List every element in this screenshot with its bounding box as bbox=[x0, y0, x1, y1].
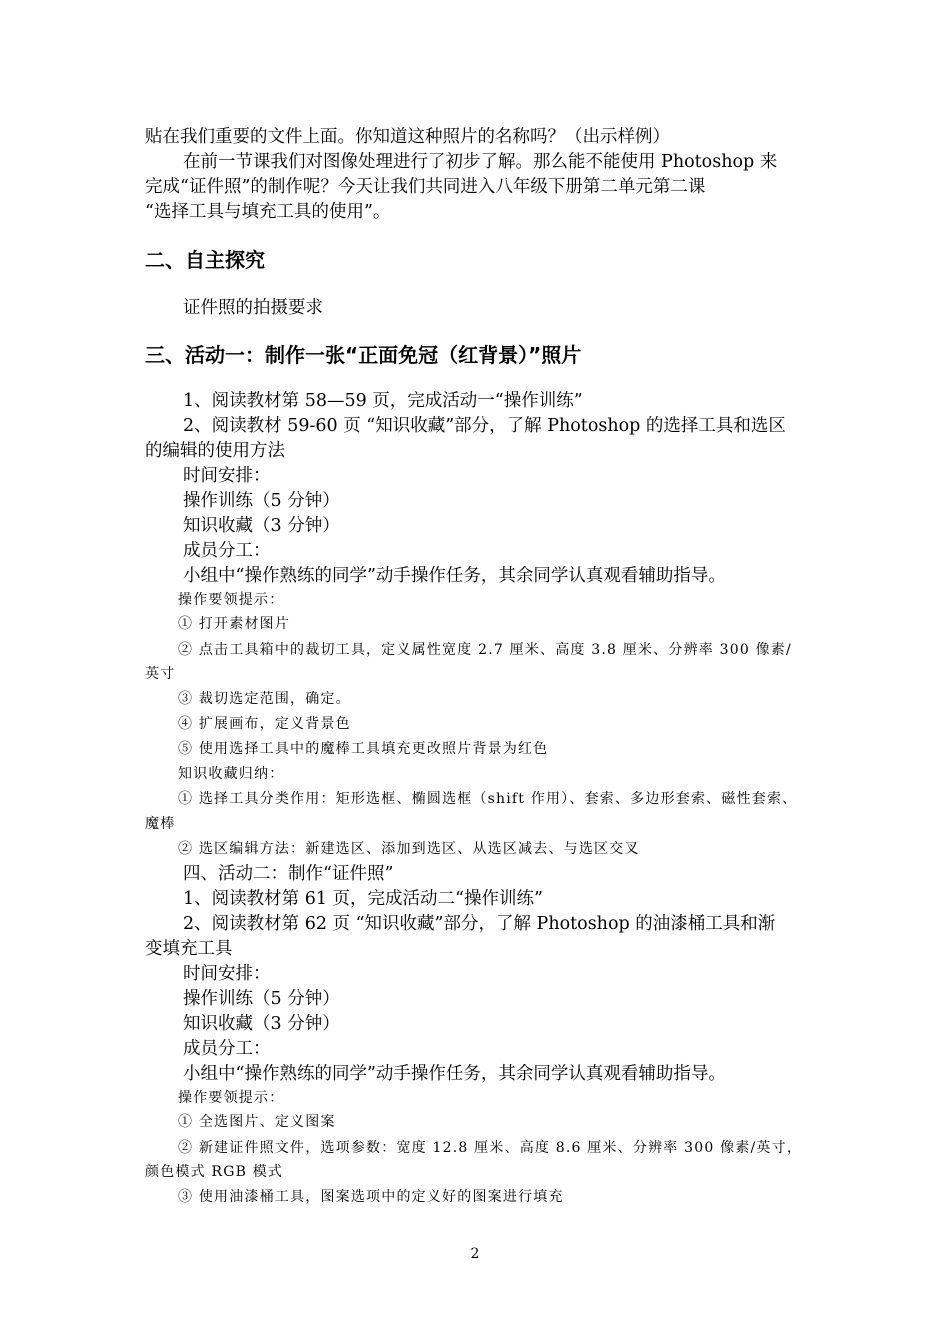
activity1-tip-4: ④ 扩展画布，定义背景色 bbox=[178, 716, 351, 732]
activity1-tip-2a: ② 点击工具箱中的裁切工具，定义属性宽度 2.7 厘米、高度 3.8 厘米、分辨率 300 像素/ bbox=[178, 642, 792, 658]
activity2-tip-2b: 颜色模式 RGB 模式 bbox=[145, 1164, 284, 1180]
activity1-tip-2b: 英寸 bbox=[145, 666, 176, 682]
section-heading-explore: 二、自主探究 bbox=[145, 248, 265, 272]
activity2-read-2a: 2、阅读教材第 62 页 “知识收藏”部分，了解 Photoshop 的油漆桶工具和渐 bbox=[183, 914, 776, 934]
intro-line-4: “选择工具与填充工具的使用”。 bbox=[145, 202, 391, 222]
activity1-read-1: 1、阅读教材第 58—59 页，完成活动一“操作训练” bbox=[183, 391, 583, 411]
activity1-time-label: 时间安排： bbox=[183, 466, 271, 486]
section-heading-activity-2: 四、活动二：制作“证件照” bbox=[183, 864, 394, 884]
activity1-tips-label: 操作要领提示： bbox=[178, 592, 285, 608]
activity1-tip-3: ③ 裁切选定范围，确定。 bbox=[178, 691, 351, 707]
activity2-members-label: 成员分工： bbox=[183, 1039, 271, 1059]
activity1-read-2b: 的编辑的使用方法 bbox=[145, 441, 285, 461]
intro-line-2: 在前一节课我们对图像处理进行了初步了解。那么能不能使用 Photoshop 来 bbox=[183, 152, 778, 172]
activity2-time-1: 操作训练（5 分钟） bbox=[183, 989, 340, 1009]
activity2-read-2b: 变填充工具 bbox=[145, 939, 233, 959]
activity1-time-2: 知识收藏（3 分钟） bbox=[183, 516, 340, 536]
activity1-knowledge-1b: 魔棒 bbox=[145, 816, 176, 832]
section-heading-activity-1: 三、活动一：制作一张“正面免冠（红背景）”照片 bbox=[145, 343, 582, 367]
explore-item: 证件照的拍摄要求 bbox=[183, 298, 323, 318]
activity1-members: 小组中“操作熟练的同学”动手操作任务，其余同学认真观看辅助指导。 bbox=[183, 566, 726, 586]
activity1-tip-5: ⑤ 使用选择工具中的魔棒工具填充更改照片背景为红色 bbox=[178, 741, 549, 757]
activity2-read-1: 1、阅读教材第 61 页，完成活动二“操作训练” bbox=[183, 889, 543, 909]
activity1-tip-1: ① 打开素材图片 bbox=[178, 616, 291, 632]
activity1-time-1: 操作训练（5 分钟） bbox=[183, 491, 340, 511]
activity1-members-label: 成员分工： bbox=[183, 541, 271, 561]
activity1-read-2a: 2、阅读教材 59-60 页 “知识收藏”部分，了解 Photoshop 的选择工具和选区 bbox=[183, 416, 786, 436]
activity2-tip-2a: ② 新建证件照文件，选项参数：宽度 12.8 厘米、高度 8.6 厘米、分辨率 300 像素/英寸， bbox=[178, 1140, 803, 1156]
intro-line-1: 贴在我们重要的文件上面。你知道这种照片的名称吗？（出示样例） bbox=[145, 127, 670, 147]
activity1-knowledge-2: ② 选区编辑方法：新建选区、添加到选区、从选区减去、与选区交叉 bbox=[178, 841, 640, 857]
activity2-tips-label: 操作要领提示： bbox=[178, 1090, 285, 1106]
activity2-tip-1: ① 全选图片、定义图案 bbox=[178, 1114, 336, 1130]
intro-line-3: 完成“证件照”的制作呢？今天让我们共同进入八年级下册第二单元第二课 bbox=[145, 177, 706, 197]
activity2-members: 小组中“操作熟练的同学”动手操作任务，其余同学认真观看辅助指导。 bbox=[183, 1064, 726, 1084]
activity1-knowledge-label: 知识收藏归纳： bbox=[178, 766, 285, 782]
activity1-knowledge-1a: ① 选择工具分类作用：矩形选框、椭圆选框（shift 作用）、套索、多边形套索、磁性套索、 bbox=[178, 791, 798, 807]
activity2-time-2: 知识收藏（3 分钟） bbox=[183, 1014, 340, 1034]
activity2-time-label: 时间安排： bbox=[183, 964, 271, 984]
activity2-tip-3: ③ 使用油漆桶工具，图案选项中的定义好的图案进行填充 bbox=[178, 1189, 564, 1205]
page-number: 2 bbox=[470, 1246, 480, 1262]
